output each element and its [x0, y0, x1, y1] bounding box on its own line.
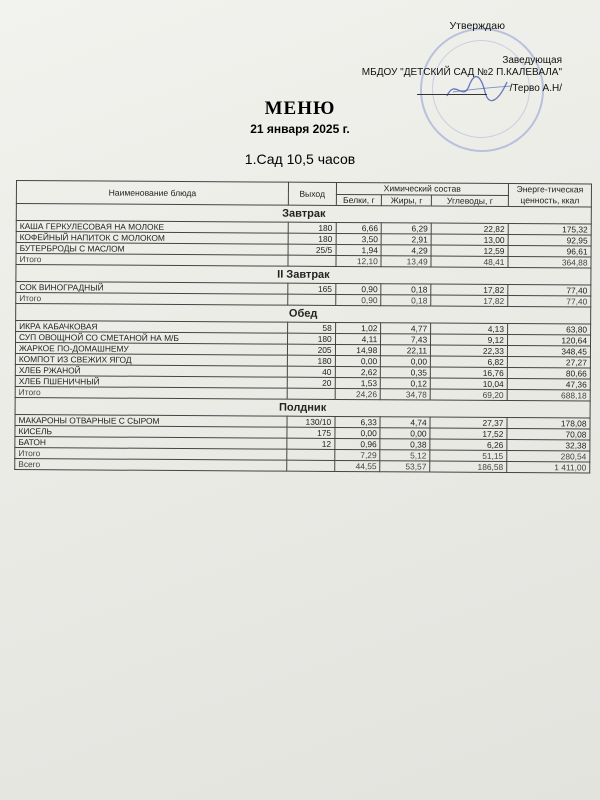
total-yield — [287, 449, 335, 460]
total-energy: 280,54 — [507, 451, 590, 463]
dish-yield: 58 — [287, 322, 335, 333]
dish-energy: 96,61 — [508, 246, 591, 258]
dish-protein: 0,00 — [335, 355, 381, 366]
dish-fat: 0,18 — [381, 284, 431, 295]
dish-yield: 12 — [287, 438, 335, 449]
total-protein: 24,26 — [335, 388, 381, 399]
total-label: Итого — [16, 293, 288, 306]
total-yield — [288, 255, 336, 266]
menu-subtitle: 1.Сад 10,5 часов — [244, 151, 356, 167]
grand-total-fat: 53,57 — [380, 461, 430, 472]
dish-name: ХЛЕБ ПШЕНИЧНЫЙ — [15, 375, 287, 388]
dish-energy: 70,08 — [507, 429, 590, 441]
total-energy: 688,18 — [507, 390, 590, 402]
approval-approve: Утверждаю — [449, 20, 505, 32]
dish-yield: 20 — [287, 377, 335, 388]
dish-fat: 0,00 — [380, 428, 430, 439]
dish-name: КАША ГЕРКУЛЕСОВАЯ НА МОЛОКЕ — [16, 221, 288, 234]
grand-total-energy: 1 411,00 — [507, 462, 590, 474]
total-energy: 77,40 — [508, 296, 591, 308]
dish-protein: 0,90 — [335, 283, 381, 294]
dish-carbs: 12,59 — [431, 245, 508, 256]
dish-name: ХЛЕБ РЖАНОЙ — [15, 364, 287, 377]
dish-carbs: 17,82 — [431, 284, 508, 295]
dish-protein: 0,00 — [335, 427, 381, 438]
menu-table-body — [15, 204, 592, 474]
dish-fat: 0,00 — [381, 356, 431, 367]
total-fat: 0,18 — [381, 295, 431, 306]
approval-position: Заведующая — [502, 55, 562, 66]
dish-carbs: 27,37 — [430, 417, 507, 428]
dish-protein: 3,50 — [336, 233, 382, 244]
total-yield — [288, 294, 336, 305]
section-title: Обед — [16, 304, 591, 325]
dish-carbs: 6,82 — [430, 356, 507, 367]
dish-fat: 7,43 — [381, 334, 431, 345]
grand-total-protein: 44,55 — [334, 460, 380, 471]
dish-protein: 1,02 — [335, 322, 381, 333]
dish-energy: 77,40 — [508, 285, 591, 297]
total-protein: 12,10 — [336, 255, 382, 266]
header-energy: Энерге-тическая ценность, ккал — [508, 184, 591, 208]
dish-carbs: 22,82 — [431, 223, 508, 234]
dish-carbs: 10,04 — [430, 378, 507, 389]
dish-yield: 205 — [287, 344, 335, 355]
header-carbs: Углеводы, г — [431, 195, 508, 207]
dish-name: ИКРА КАБАЧКОВАЯ — [16, 321, 288, 334]
header-chemical: Химический состав — [336, 182, 508, 195]
total-label: Итого — [15, 447, 287, 460]
dish-yield: 175 — [287, 427, 335, 438]
dish-carbs: 6,26 — [430, 439, 507, 450]
dish-energy: 63,80 — [507, 324, 590, 336]
dish-name: КОФЕЙНЫЙ НАПИТОК С МОЛОКОМ — [16, 232, 288, 245]
total-carbs: 69,20 — [430, 389, 507, 400]
dish-fat: 4,74 — [380, 417, 430, 428]
grand-total-row — [15, 458, 590, 473]
signature-line — [417, 94, 487, 95]
approval-signatory: /Терво А.Н/ — [509, 83, 562, 94]
total-protein: 0,90 — [335, 294, 381, 305]
dish-energy: 80,66 — [507, 368, 590, 380]
total-label: Итого — [16, 254, 288, 267]
dish-protein: 2,62 — [335, 366, 381, 377]
total-yield — [287, 388, 335, 399]
section-title: Полдник — [15, 397, 590, 418]
dish-fat: 0,35 — [381, 367, 431, 378]
header-protein: Белки, г — [336, 194, 382, 206]
dish-name: МАКАРОНЫ ОТВАРНЫЕ С СЫРОМ — [15, 414, 287, 427]
dish-energy: 348,45 — [507, 346, 590, 358]
dish-name: СУП ОВОЩНОЙ СО СМЕТАНОЙ НА М/Б — [16, 332, 288, 345]
dish-carbs: 16,76 — [430, 367, 507, 378]
total-carbs: 17,82 — [431, 295, 508, 306]
dish-protein: 6,33 — [335, 416, 381, 427]
total-fat: 5,12 — [380, 450, 430, 461]
dish-protein: 14,98 — [335, 344, 381, 355]
total-label: Итого — [15, 386, 287, 399]
dish-yield: 180 — [288, 222, 336, 233]
dish-name: КИСЕЛЬ — [15, 425, 287, 438]
dish-energy: 92,95 — [508, 235, 591, 247]
dish-protein: 4,11 — [335, 333, 381, 344]
total-energy: 364,88 — [508, 257, 591, 269]
page-title: МЕНЮ — [264, 98, 336, 119]
header-fat: Жиры, г — [382, 194, 432, 206]
dish-protein: 0,96 — [335, 438, 381, 449]
dish-fat: 4,29 — [381, 245, 431, 256]
dish-name: ЖАРКОЕ ПО-ДОМАШНЕМУ — [15, 343, 287, 356]
total-carbs: 48,41 — [431, 256, 508, 267]
dish-energy: 32,38 — [507, 440, 590, 452]
dish-name: БУТЕРБРОДЫ С МАСЛОМ — [16, 243, 288, 256]
dish-energy: 178,08 — [507, 418, 590, 430]
total-carbs: 51,15 — [430, 450, 507, 461]
dish-fat: 22,11 — [381, 345, 431, 356]
approval-organization: МБДОУ "ДЕТСКИЙ САД №2 П.КАЛЕВАЛА" — [361, 67, 562, 78]
approval-block — [312, 0, 562, 100]
total-fat: 13,49 — [381, 256, 431, 267]
dish-carbs: 13,00 — [431, 234, 508, 245]
dish-yield: 180 — [287, 355, 335, 366]
grand-total-label: Всего — [15, 458, 287, 471]
dish-protein: 1,94 — [336, 244, 382, 255]
dish-yield: 25/5 — [288, 244, 336, 255]
dish-fat: 6,29 — [381, 223, 431, 234]
dish-carbs: 9,12 — [431, 334, 508, 345]
section-title: II Завтрак — [16, 265, 591, 286]
dish-energy: 175,32 — [508, 224, 591, 236]
dish-carbs: 4,13 — [431, 323, 508, 334]
dish-protein: 1,53 — [335, 377, 381, 388]
dish-fat: 0,12 — [381, 378, 431, 389]
dish-yield: 130/10 — [287, 416, 335, 427]
total-protein: 7,29 — [334, 449, 380, 460]
dish-fat: 2,91 — [381, 234, 431, 245]
grand-total-carbs: 186,58 — [430, 461, 507, 472]
dish-yield: 40 — [287, 366, 335, 377]
dish-carbs: 22,33 — [431, 345, 508, 356]
header-dish-name: Наименование блюда — [16, 181, 288, 206]
dish-energy: 27,27 — [507, 357, 590, 369]
dish-name: КОМПОТ ИЗ СВЕЖИХ ЯГОД — [15, 353, 287, 366]
dish-name: БАТОН — [15, 436, 287, 449]
dish-fat: 4,77 — [381, 323, 431, 334]
section-title: Завтрак — [16, 204, 591, 225]
menu-table — [14, 180, 592, 474]
menu-date: 21 января 2025 г. — [250, 122, 350, 136]
dish-yield: 180 — [288, 233, 336, 244]
grand-total-yield — [287, 460, 335, 471]
dish-carbs: 17,52 — [430, 428, 507, 439]
dish-energy: 120,64 — [507, 335, 590, 347]
dish-yield: 180 — [287, 333, 335, 344]
total-fat: 34,78 — [380, 389, 430, 400]
dish-fat: 0,38 — [380, 439, 430, 450]
dish-name: СОК ВИНОГРАДНЫЙ — [16, 282, 288, 295]
dish-yield: 165 — [288, 283, 336, 294]
header-yield: Выход — [288, 182, 336, 205]
dish-protein: 6,66 — [336, 222, 382, 233]
dish-energy: 47,36 — [507, 379, 590, 391]
